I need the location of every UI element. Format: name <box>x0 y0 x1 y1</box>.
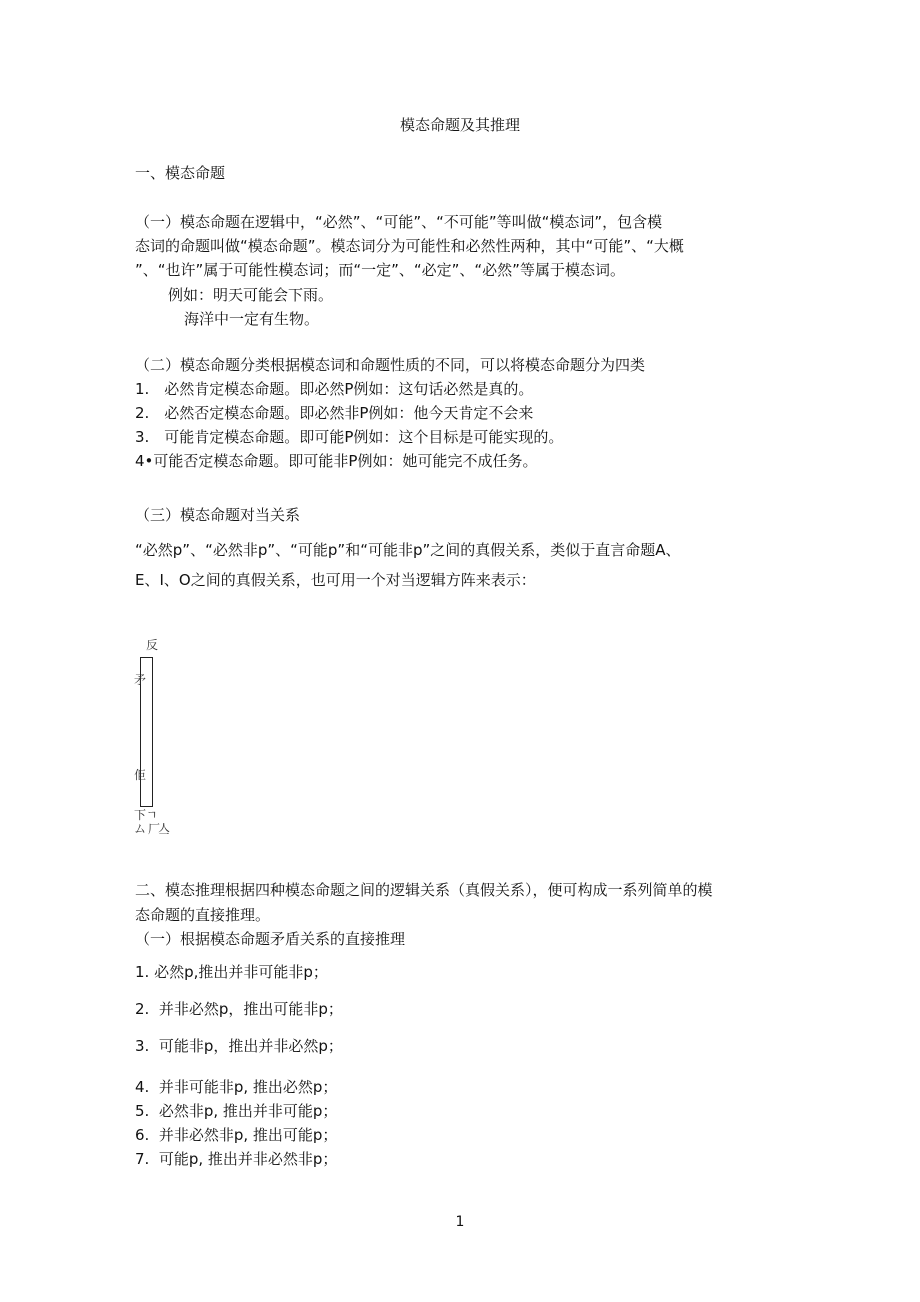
list-item: 1. 必然肯定模态命题。即必然P例如：这句话必然是真的。 <box>135 380 534 398</box>
rule-item: 7. 可能p, 推出并非必然非p； <box>135 1150 338 1168</box>
rule-item: 5. 必然非p, 推出并非可能p； <box>135 1102 338 1120</box>
list-item: 3. 可能肯定模态命题。即可能P例如：这个目标是可能实现的。 <box>135 428 564 446</box>
rule-item: 6. 并非必然非p, 推出可能p； <box>135 1126 338 1144</box>
figure-fragment: 下 <box>134 808 147 822</box>
rule-item: 2. 并非必然p，推出可能非p； <box>135 1000 343 1018</box>
list-item: 4•可能否定模态命题。即可能非P例如：她可能完不成任务。 <box>135 452 538 470</box>
subsection-heading: （二）模态命题分类根据模态词和命题性质的不同，可以将模态命题分为四类 <box>135 356 646 374</box>
figure-fragment: 亼 <box>158 822 171 836</box>
page-title: 模态命题及其推理 <box>399 116 520 134</box>
figure-fragment: ㄱ <box>146 808 158 822</box>
paragraph-line: 态命题的直接推理。 <box>135 906 271 924</box>
example-line: 海洋中一定有生物。 <box>184 310 320 328</box>
section-heading-2: 二、模态推理根据四种模态命题之间的逻辑关系（真假关系），便可构成一系列简单的模 <box>135 881 713 899</box>
paragraph-line: （一）模态命题在逻辑中，“必然”、“可能”、“不可能”等叫做“模态词”，包含模 <box>135 213 663 231</box>
section-heading-1: 一、模态命题 <box>135 164 226 182</box>
figure-fragment: 厂 <box>148 822 161 836</box>
figure-fragment: 佢 <box>134 768 147 782</box>
rule-item: 3. 可能非p，推出并非必然p； <box>135 1037 343 1055</box>
paragraph-line: 态词的命题叫做“模态命题”。模态词分为可能性和必然性两种，其中“可能”、“大概 <box>135 237 684 255</box>
paragraph-line: “必然p”、“必然非p”、“可能p”和“可能非p”之间的真假关系，类似于直言命题A、 <box>135 541 681 559</box>
subsection-heading: （一）根据模态命题矛盾关系的直接推理 <box>135 930 406 948</box>
figure-fragment: ム <box>134 822 147 836</box>
example-line: 例如：明天可能会下雨。 <box>168 286 334 304</box>
figure-fragment: 反 <box>146 638 159 652</box>
subsection-heading: （三）模态命题对当关系 <box>135 506 301 524</box>
page-number: 1 <box>455 1214 465 1230</box>
list-item: 2. 必然否定模态命题。即必然非P例如：他今天肯定不会来 <box>135 404 534 422</box>
rule-item: 4. 并非可能非p, 推出必然p； <box>135 1078 338 1096</box>
rule-item: 1. 必然p,推出并非可能非p； <box>135 963 328 981</box>
figure-fragment: 矛 <box>134 673 147 687</box>
paragraph-line: ”、“也许”属于可能性模态词；而“一定”、“必定”、“必然”等属于模态词。 <box>135 261 625 279</box>
paragraph-line: E、I、O之间的真假关系，也可用一个对当逻辑方阵来表示： <box>135 571 536 589</box>
